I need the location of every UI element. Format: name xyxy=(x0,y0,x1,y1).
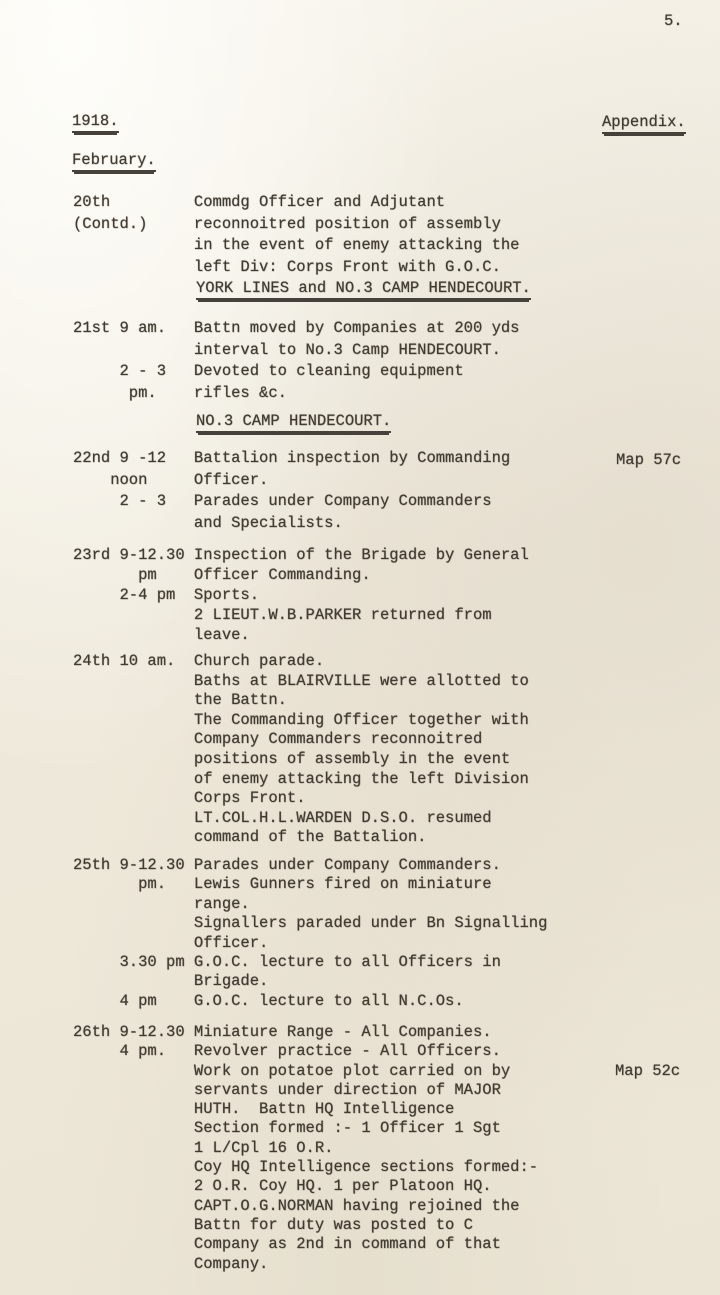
section-heading-no3-camp xyxy=(196,412,391,433)
diary-line: Corps Front. xyxy=(73,789,306,808)
year-heading xyxy=(72,112,119,133)
diary-line: 20th Commdg Officer and Adjutant xyxy=(73,193,446,211)
diary-line: Signallers paraded under Bn Signalling xyxy=(73,914,548,933)
diary-line: 26th 9-12.30 Miniature Range - All Companies. xyxy=(73,1023,492,1041)
diary-line: 1 L/Cpl 16 O.R. xyxy=(73,1138,334,1157)
diary-line: 2 - 3 Parades under Company Commanders xyxy=(73,492,492,510)
diary-line: pm. rifles &c. xyxy=(73,383,287,402)
diary-line: HUTH. Battn HQ Intelligence xyxy=(73,1100,455,1119)
diary-line: noon Officer. xyxy=(73,470,269,489)
diary-line: Baths at BLAIRVILLE were allotted to xyxy=(73,671,529,690)
diary-line: Company Commanders reconnoitred xyxy=(73,730,483,749)
diary-line: left Div: Corps Front with G.O.C. xyxy=(73,257,501,276)
diary-line: 2 O.R. Coy HQ. 1 per Platoon HQ. xyxy=(73,1177,492,1196)
diary-line: in the event of enemy attacking the xyxy=(73,236,520,254)
diary-line: Battn for duty was posted to C xyxy=(73,1215,473,1234)
diary-line: Company as 2nd in command of that xyxy=(73,1235,501,1254)
month-heading xyxy=(72,151,156,172)
diary-line: 25th 9-12.30 Parades under Company Commanders. xyxy=(73,856,501,874)
diary-line: 23rd 9-12.30 Inspection of the Brigade by General xyxy=(73,546,529,564)
diary-line: 3.30 pm G.O.C. lecture to all Officers in xyxy=(73,953,501,972)
diary-line: Work on potatoe plot carried on by xyxy=(73,1061,511,1080)
diary-line: pm Officer Commanding. xyxy=(73,566,371,584)
diary-line: 21st 9 am. Battn moved by Companies at 200 yds xyxy=(73,319,520,337)
diary-line: and Specialists. xyxy=(73,513,343,532)
diary-line: range. xyxy=(73,894,250,913)
diary-line: Section formed :- 1 Officer 1 Sgt xyxy=(73,1119,501,1138)
diary-line: 4 pm G.O.C. lecture to all N.C.Os. xyxy=(73,991,464,1010)
diary-line: the Battn. xyxy=(73,691,287,710)
diary-line: (Contd.) reconnoitred position of assembly xyxy=(73,214,501,233)
section-heading-york-lines xyxy=(196,279,531,300)
diary-entry-21st xyxy=(73,318,519,404)
year-heading-text: 1918. xyxy=(72,112,119,133)
section-heading-york-lines-text: YORK LINES and NO.3 CAMP HENDECOURT. xyxy=(196,279,531,300)
diary-line: Coy HQ Intelligence sections formed:- xyxy=(73,1158,539,1177)
diary-line: leave. xyxy=(73,626,250,644)
diary-line: servants under direction of MAJOR xyxy=(73,1080,501,1099)
diary-line: 2 LIEUT.W.B.PARKER returned from xyxy=(73,606,492,624)
diary-line: Brigade. xyxy=(73,972,269,991)
diary-line: Company. xyxy=(73,1254,269,1273)
diary-entry-26th xyxy=(73,1023,538,1274)
diary-line: 2-4 pm Sports. xyxy=(73,586,260,604)
diary-line: positions of assembly in the event xyxy=(73,749,511,768)
map-note-52c: Map 52c xyxy=(615,1062,681,1080)
diary-line: 22nd 9 -12 Battalion inspection by Commanding xyxy=(73,449,511,467)
appendix-heading xyxy=(602,113,686,134)
map-note-57c: Map 57c xyxy=(616,451,682,469)
diary-line: 4 pm. Revolver practice - All Officers. xyxy=(73,1042,501,1061)
diary-line: The Commanding Officer together with xyxy=(73,710,529,729)
diary-entry-25th xyxy=(73,856,547,1011)
diary-entry-24th xyxy=(73,652,529,848)
month-heading-text: February. xyxy=(72,151,156,172)
diary-line: LT.COL.H.L.WARDEN D.S.O. resumed xyxy=(73,808,492,827)
diary-line: Officer. xyxy=(73,933,269,952)
diary-line: command of the Battalion. xyxy=(73,828,427,847)
page-number: 5. xyxy=(664,12,683,30)
diary-line: 24th 10 am. Church parade. xyxy=(73,652,325,670)
diary-line: CAPT.O.G.NORMAN having rejoined the xyxy=(73,1196,520,1215)
diary-entry-22nd xyxy=(73,448,510,534)
diary-entry-23rd xyxy=(73,545,529,645)
diary-line: interval to No.3 Camp HENDECOURT. xyxy=(73,340,501,359)
section-heading-no3-camp-text: NO.3 CAMP HENDECOURT. xyxy=(196,412,391,433)
appendix-heading-text: Appendix. xyxy=(602,113,686,134)
diary-line: pm. Lewis Gunners fired on miniature xyxy=(73,875,492,894)
diary-entry-20th xyxy=(73,192,519,278)
diary-line: 2 - 3 Devoted to cleaning equipment xyxy=(73,362,464,380)
diary-line: of enemy attacking the left Division xyxy=(73,769,529,788)
